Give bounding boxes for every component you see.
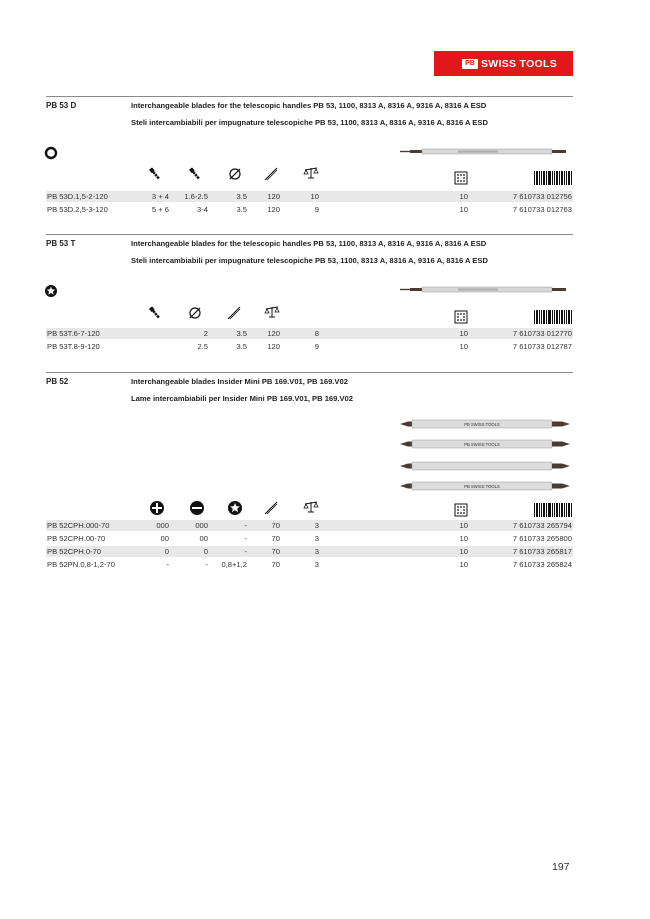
table-row <box>46 191 573 202</box>
cell-value: 0,8+1,2 <box>221 560 247 569</box>
mini-blade-logo: PB SWISS TOOLS <box>464 442 500 447</box>
screw-size-icon <box>188 166 202 182</box>
table-row <box>46 559 573 570</box>
cell-value: 3.5 <box>236 342 247 351</box>
screw-size-icon <box>148 166 162 182</box>
pack-quantity-icon <box>454 503 468 517</box>
ring-profile-icon <box>44 146 58 160</box>
cell-value: 1.6-2.5 <box>184 192 208 201</box>
section-title-it: Steli intercambiabili per impugnature telescopiche PB 53, 1100, 8313 A, 8316 A, 9316 A, 8316 A ESD <box>131 256 488 265</box>
section-title-it: Steli intercambiabili per impugnature telescopiche PB 53, 1100, 8313 A, 8316 A, 9316 A, 8316 A ESD <box>131 118 488 127</box>
article-number: PB 53T.8-9-120 <box>47 342 100 351</box>
mini-blade <box>398 460 573 472</box>
pack-quantity: 10 <box>459 534 468 543</box>
table-row <box>46 204 573 215</box>
ean-code: 7 610733 012756 <box>512 192 572 201</box>
cell-value: 2.5 <box>197 342 208 351</box>
brand-mark: PB <box>462 59 478 69</box>
diameter-icon <box>228 167 242 181</box>
table-row <box>46 328 573 339</box>
cell-value: 00 <box>160 534 169 543</box>
screw-size-icon <box>148 305 162 321</box>
cell-value: 120 <box>267 192 280 201</box>
weight-icon <box>303 166 319 180</box>
pack-quantity-icon <box>454 171 468 185</box>
cell-value: 120 <box>267 329 280 338</box>
ean-code: 7 610733 265817 <box>512 547 572 556</box>
barcode-icon <box>534 310 572 324</box>
cell-value: 9 <box>314 342 319 351</box>
ean-code: 7 610733 265794 <box>512 521 572 530</box>
cell-value: 00 <box>199 534 208 543</box>
section-code: PB 53 D <box>46 101 77 110</box>
cell-value: 70 <box>271 560 280 569</box>
ean-code: 7 610733 012770 <box>512 329 572 338</box>
barcode-icon <box>534 171 572 185</box>
torx-profile-icon <box>44 284 58 298</box>
pack-quantity: 10 <box>459 342 468 351</box>
section-code: PB 53 T <box>46 239 76 248</box>
section-divider <box>46 234 573 235</box>
table-row <box>46 546 573 557</box>
pack-quantity: 10 <box>459 547 468 556</box>
blade-set-image <box>398 418 573 494</box>
weight-icon <box>264 305 280 319</box>
pack-quantity: 10 <box>459 192 468 201</box>
table-row <box>46 520 573 531</box>
section-title-en: Interchangeable blades for the telescopic handles PB 53, 1100, 8313 A, 8316 A, 9316 A, 8316 A ESD <box>131 239 487 248</box>
cell-value: 3.5 <box>236 192 247 201</box>
pack-quantity: 10 <box>459 329 468 338</box>
cell-value: 000 <box>156 521 169 530</box>
mini-blade <box>398 438 573 450</box>
article-number: PB 53D.2,5-3-120 <box>47 205 108 214</box>
cell-value: - <box>166 560 169 569</box>
cell-value: - <box>244 521 247 530</box>
blade-image <box>398 285 573 295</box>
article-number: PB 52PN.0,8-1,2-70 <box>47 560 115 569</box>
mini-blade <box>398 418 573 430</box>
ean-code: 7 610733 265824 <box>512 560 572 569</box>
cell-value: 5 + 6 <box>151 205 169 214</box>
cell-value: 2 <box>203 329 208 338</box>
article-number: PB 52CPH.000-70 <box>47 521 110 530</box>
cell-value: 70 <box>271 547 280 556</box>
ean-code: 7 610733 012787 <box>512 342 572 351</box>
cell-value: 70 <box>271 534 280 543</box>
pack-quantity: 10 <box>459 560 468 569</box>
article-number: PB 52CPH.00-70 <box>47 534 106 543</box>
cell-value: 3 <box>314 534 319 543</box>
cell-value: 3 <box>314 560 319 569</box>
cell-value: 000 <box>195 521 208 530</box>
cell-value: 8 <box>314 329 319 338</box>
section-title-en: Interchangeable blades for the telescopic handles PB 53, 1100, 8313 A, 8316 A, 9316 A, 8316 A ESD <box>131 101 487 110</box>
table-row <box>46 341 573 352</box>
cell-value: 10 <box>310 192 319 201</box>
cell-value: 3 <box>314 547 319 556</box>
section-code: PB 52 <box>46 377 69 386</box>
cell-value: 3-4 <box>197 205 208 214</box>
table-row <box>46 533 573 544</box>
ean-code: 7 610733 012763 <box>512 205 572 214</box>
cell-value: - <box>244 534 247 543</box>
pack-quantity: 10 <box>459 205 468 214</box>
diameter-icon <box>188 306 202 320</box>
pack-quantity-icon <box>454 310 468 324</box>
cell-value: 0 <box>164 547 169 556</box>
section-divider <box>46 96 573 97</box>
cell-value: 9 <box>314 205 319 214</box>
mini-blade-logo: PB SWISS TOOLS <box>464 422 500 427</box>
cell-value: 0 <box>203 547 208 556</box>
ean-code: 7 610733 265800 <box>512 534 572 543</box>
slotted-icon <box>189 500 205 516</box>
cell-value: 120 <box>267 342 280 351</box>
blade-length-icon <box>263 500 279 516</box>
cell-value: - <box>244 547 247 556</box>
brand-name: SWISS TOOLS <box>481 57 558 70</box>
phillips-icon <box>149 500 165 516</box>
article-number: PB 52CPH.0-70 <box>47 547 102 556</box>
barcode-icon <box>534 503 572 517</box>
article-number: PB 53T.6-7-120 <box>47 329 100 338</box>
cell-value: 70 <box>271 521 280 530</box>
section-title-en: Interchangeable blades Insider Mini PB 169.V01, PB 169.V02 <box>131 377 348 386</box>
blade-length-icon <box>263 166 279 182</box>
cell-value: 3.5 <box>236 329 247 338</box>
section-title-it: Lame intercambiabili per Insider Mini PB 169.V01, PB 169.V02 <box>131 394 353 403</box>
torx-icon <box>227 500 243 516</box>
article-number: PB 53D.1,5-2-120 <box>47 192 108 201</box>
brand-logo <box>434 51 573 76</box>
mini-blade-logo: PB SWISS TOOLS <box>464 484 500 489</box>
cell-value: 120 <box>267 205 280 214</box>
page-number: 197 <box>552 861 570 873</box>
blade-length-icon <box>226 305 242 321</box>
section-divider <box>46 372 573 373</box>
cell-value: 3.5 <box>236 205 247 214</box>
weight-icon <box>303 500 319 514</box>
cell-value: 3 + 4 <box>151 192 169 201</box>
blade-image <box>398 147 573 157</box>
mini-blade <box>398 480 573 492</box>
cell-value: - <box>205 560 208 569</box>
cell-value: 3 <box>314 521 319 530</box>
pack-quantity: 10 <box>459 521 468 530</box>
